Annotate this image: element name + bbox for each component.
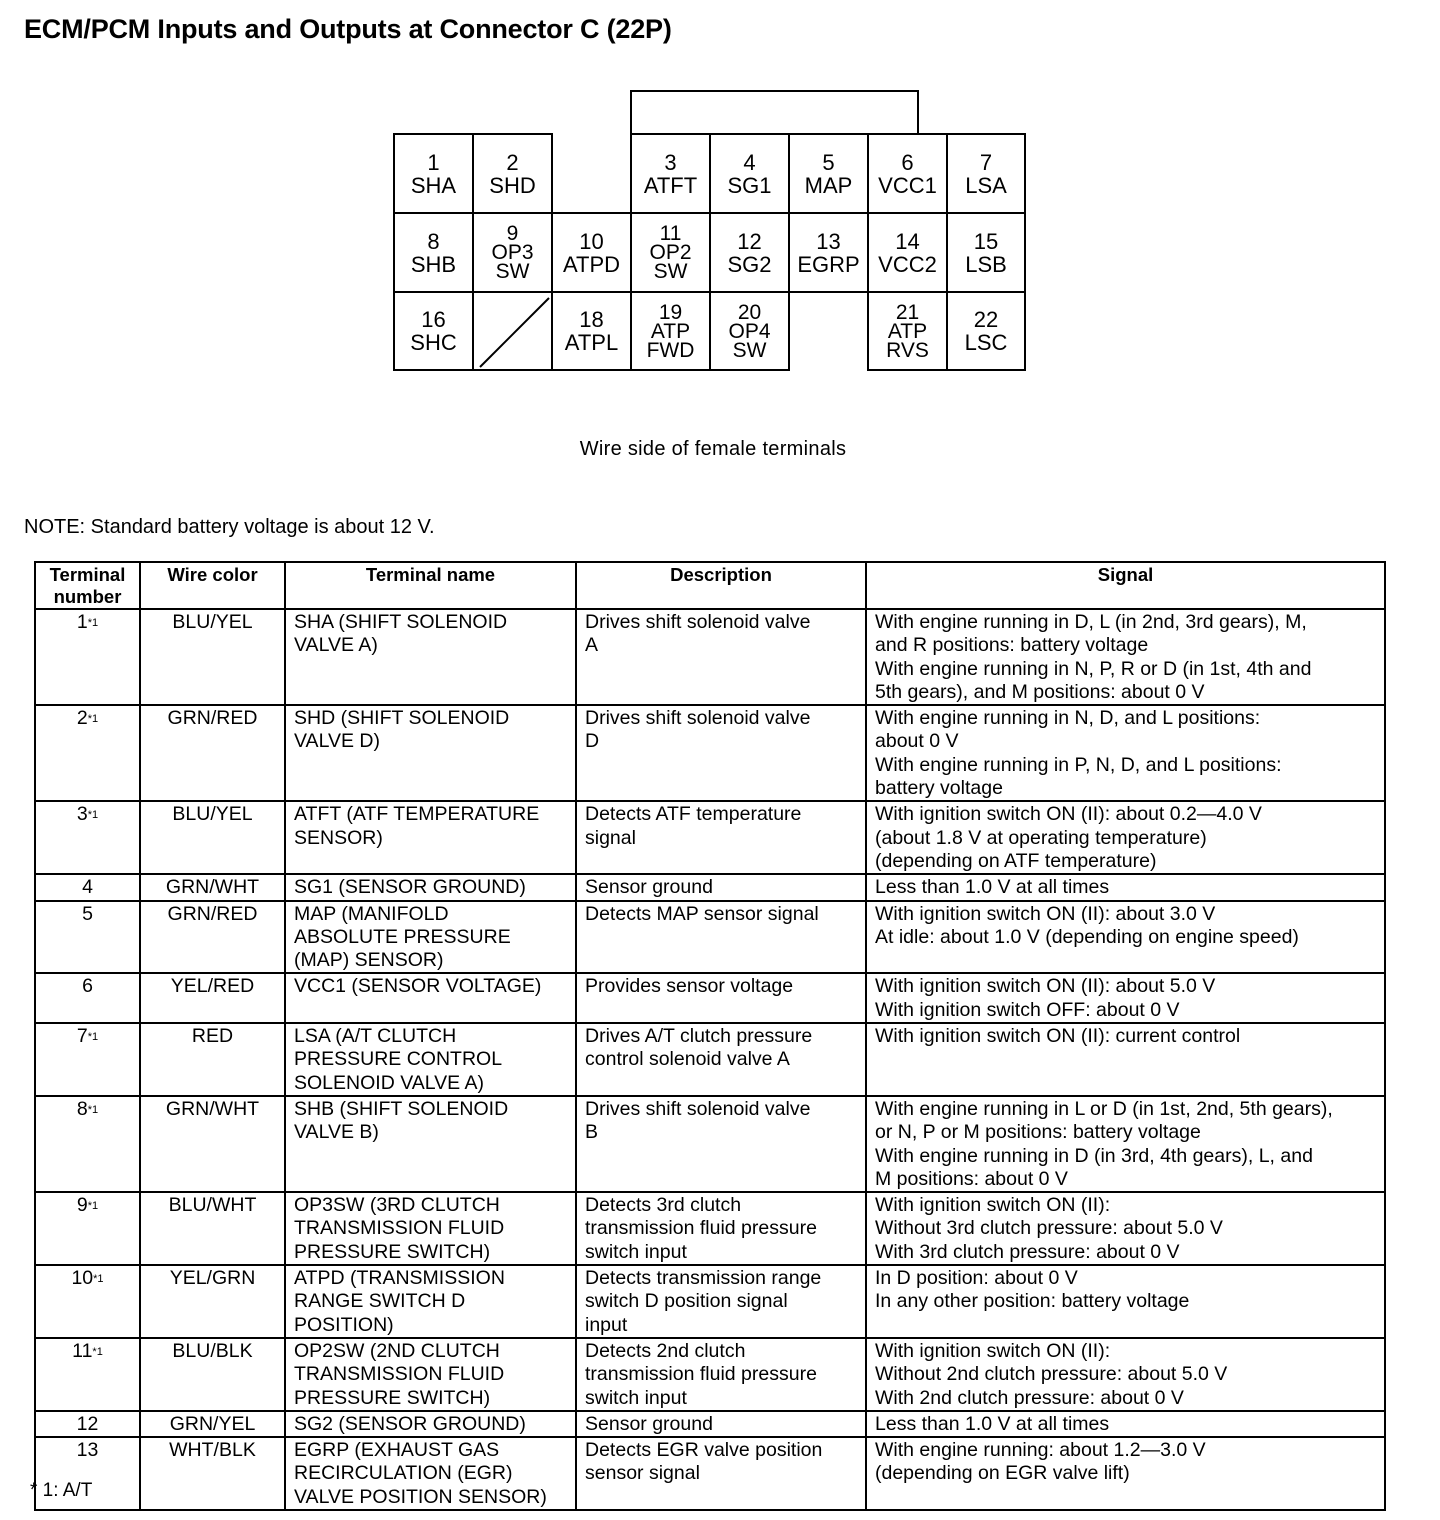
cell-signal bbox=[866, 801, 1385, 874]
cell-description bbox=[576, 609, 866, 705]
text-line: Less than 1.0 V at all times bbox=[875, 1412, 1110, 1435]
cell-terminal-number: 6 bbox=[35, 973, 140, 1023]
text-line: VALVE POSITION SENSOR) bbox=[294, 1485, 547, 1508]
cell-description bbox=[576, 1096, 866, 1192]
cell-description bbox=[576, 1338, 866, 1411]
terminal-abbrev: VCC1 bbox=[878, 172, 937, 198]
text-line: With ignition switch ON (II): bbox=[875, 1194, 1111, 1217]
text-line: 5th gears), and M positions: about 0 V bbox=[875, 680, 1205, 703]
text-line: switch D position signal bbox=[585, 1290, 788, 1313]
text-line: ABSOLUTE PRESSURE bbox=[294, 925, 511, 948]
table-row bbox=[35, 1437, 1385, 1510]
cell-description bbox=[576, 901, 866, 974]
text-line: Drives A/T clutch pressure bbox=[585, 1025, 813, 1048]
table-row bbox=[35, 1411, 1385, 1437]
cell-wire-color: BLU/YEL bbox=[140, 609, 285, 705]
terminal-number: 14 bbox=[895, 228, 920, 254]
terminal-abbrev: ATP FWD bbox=[646, 319, 695, 362]
text-line: or N, P or M positions: battery voltage bbox=[875, 1121, 1201, 1144]
cell-terminal-number: 7$^{*1}$ bbox=[35, 1023, 140, 1096]
text-line: With ignition switch ON (II): about 5.0 V bbox=[875, 975, 1216, 998]
cell-description bbox=[576, 1411, 866, 1437]
page-title: ECM/PCM Inputs and Outputs at Connector C (22P) bbox=[24, 14, 672, 44]
diagram-caption: Wire side of female terminals bbox=[579, 438, 847, 460]
terminal-abbrev: SHC bbox=[410, 330, 457, 355]
text-line: D bbox=[585, 730, 600, 753]
text-line: about 0 V bbox=[875, 730, 959, 753]
text-line: With ignition switch OFF: about 0 V bbox=[875, 998, 1180, 1021]
cell-description bbox=[576, 973, 866, 1023]
cell-terminal-name bbox=[285, 1437, 576, 1510]
terminal-abbrev: ATPD bbox=[562, 251, 621, 277]
text-line: SHD (SHIFT SOLENOID bbox=[294, 707, 510, 730]
cell-signal bbox=[866, 1411, 1385, 1437]
text-line: SHB (SHIFT SOLENOID bbox=[294, 1097, 509, 1120]
terminal-cell bbox=[393, 291, 474, 371]
cell-terminal-number: 2$^{*1}$ bbox=[35, 705, 140, 801]
terminal-abbrev: VCC2 bbox=[878, 251, 937, 277]
text-line: RECIRCULATION (EGR) bbox=[294, 1462, 513, 1485]
cell-signal bbox=[866, 1265, 1385, 1338]
text-line: PRESSURE CONTROL bbox=[294, 1048, 503, 1071]
terminal-number: 8 bbox=[427, 228, 440, 254]
cell-terminal-name bbox=[285, 801, 576, 874]
cell-description bbox=[576, 705, 866, 801]
cell-terminal-number: 8$^{*1}$ bbox=[35, 1096, 140, 1192]
text-line: In D position: about 0 V bbox=[875, 1267, 1078, 1290]
voltage-note: NOTE: Standard battery voltage is about 12 V. bbox=[24, 516, 435, 538]
cell-signal bbox=[866, 1437, 1385, 1510]
cell-terminal-number: 11$^{*1}$ bbox=[35, 1338, 140, 1411]
text-line: EGRP (EXHAUST GAS bbox=[294, 1439, 500, 1462]
cell-description bbox=[576, 1192, 866, 1265]
text-line: Detects MAP sensor signal bbox=[585, 902, 819, 925]
cell-terminal-number: 3$^{*1}$ bbox=[35, 801, 140, 874]
terminal-abbrev: SG2 bbox=[727, 251, 772, 277]
terminal-cell bbox=[946, 291, 1026, 371]
text-line: Detects EGR valve position bbox=[585, 1439, 823, 1462]
terminal-abbrev: SHD bbox=[489, 172, 536, 198]
terminal-cell bbox=[630, 291, 711, 371]
cell-terminal-name bbox=[285, 1338, 576, 1411]
text-line: Provides sensor voltage bbox=[585, 975, 794, 998]
header-terminal-name: Terminal name bbox=[285, 562, 576, 609]
cell-terminal-name bbox=[285, 705, 576, 801]
terminal-cell bbox=[788, 133, 869, 214]
terminal-cell bbox=[867, 291, 948, 371]
text-line: With engine running in N, D, and L positions: bbox=[875, 707, 1261, 730]
cell-terminal-name bbox=[285, 973, 576, 1023]
text-line: POSITION) bbox=[294, 1313, 394, 1336]
header-wire-color: Wire color bbox=[140, 562, 285, 609]
connector-diagram bbox=[0, 0, 1440, 420]
text-line: With ignition switch ON (II): about 0.2—4.0 V bbox=[875, 803, 1262, 826]
footnote-marker: *1 bbox=[92, 1345, 103, 1358]
terminal-number: 6 bbox=[901, 149, 914, 175]
text-line: With 3rd clutch pressure: about 0 V bbox=[875, 1240, 1180, 1263]
cell-terminal-name bbox=[285, 1096, 576, 1192]
text-line: Drives shift solenoid valve bbox=[585, 1097, 811, 1120]
footnote-marker: *1 bbox=[87, 1031, 99, 1044]
text-line: Sensor ground bbox=[585, 1412, 713, 1435]
text-line: signal bbox=[585, 826, 636, 849]
terminal-cell bbox=[946, 212, 1026, 293]
terminal-number: 10 bbox=[579, 228, 604, 254]
terminal-number: 12 bbox=[737, 228, 762, 254]
text-line: Drives shift solenoid valve bbox=[585, 611, 811, 633]
footnote-marker: *1 bbox=[87, 1200, 99, 1213]
terminal-number: 1 bbox=[427, 149, 440, 175]
cell-wire-color: BLU/YEL bbox=[140, 801, 285, 874]
terminal-number: 15 bbox=[973, 228, 999, 254]
text-line: With engine running in N, P, R or D (in 1st, 4th and bbox=[875, 657, 1312, 680]
text-line: RANGE SWITCH D bbox=[294, 1290, 466, 1313]
text-line: SENSOR) bbox=[294, 826, 383, 849]
terminal-cell bbox=[551, 212, 632, 293]
text-line: With engine running in D, L (in 2nd, 3rd gears), M, bbox=[875, 611, 1307, 633]
table-row bbox=[35, 1338, 1385, 1411]
text-line: PRESSURE SWITCH) bbox=[294, 1240, 491, 1263]
text-line: With engine running: about 1.2—3.0 V bbox=[875, 1439, 1206, 1462]
text-line: SHA (SHIFT SOLENOID bbox=[294, 611, 508, 633]
cell-terminal-number: 4 bbox=[35, 874, 140, 900]
cell-signal bbox=[866, 705, 1385, 801]
text-line: and R positions: battery voltage bbox=[875, 634, 1149, 657]
text-line: (about 1.8 V at operating temperature) bbox=[875, 826, 1207, 849]
terminal-number: 19 bbox=[658, 300, 683, 324]
terminal-cell bbox=[551, 291, 632, 371]
terminal-number: 7 bbox=[979, 149, 993, 175]
text-line: VALVE A) bbox=[294, 634, 378, 657]
table-row bbox=[35, 901, 1385, 974]
table-body bbox=[35, 609, 1385, 1510]
text-line: With ignition switch ON (II): about 3.0 V bbox=[875, 902, 1216, 925]
text-line: PRESSURE SWITCH) bbox=[294, 1386, 491, 1409]
terminal-abbrev: ATP RVS bbox=[886, 319, 929, 362]
terminal-number: 4 bbox=[743, 149, 756, 175]
cell-signal bbox=[866, 1338, 1385, 1411]
terminal-cell bbox=[867, 133, 948, 214]
text-line: (depending on EGR valve lift) bbox=[875, 1462, 1130, 1485]
text-line: battery voltage bbox=[875, 777, 1003, 800]
terminal-table bbox=[34, 561, 1386, 1511]
cell-wire-color: RED bbox=[140, 1023, 285, 1096]
footnote-marker: *1 bbox=[87, 1103, 99, 1116]
text-line: Detects 3rd clutch bbox=[585, 1194, 742, 1217]
cell-terminal-number: 1$^{*1}$ bbox=[35, 609, 140, 705]
text-line: (depending on ATF temperature) bbox=[875, 849, 1157, 872]
text-line: Detects transmission range bbox=[585, 1267, 822, 1290]
cell-signal bbox=[866, 901, 1385, 974]
text-line: ATFT (ATF TEMPERATURE bbox=[294, 803, 540, 826]
text-line: (MAP) SENSOR) bbox=[294, 949, 444, 972]
text-line: Detects ATF temperature bbox=[585, 803, 802, 826]
cell-description bbox=[576, 874, 866, 900]
text-line: Drives shift solenoid valve bbox=[585, 707, 811, 730]
cell-wire-color: GRN/YEL bbox=[140, 1411, 285, 1437]
text-line: Without 3rd clutch pressure: about 5.0 V bbox=[875, 1217, 1223, 1240]
terminal-cell bbox=[709, 291, 790, 371]
terminal-cell bbox=[472, 212, 553, 293]
text-line: OP3SW (3RD CLUTCH bbox=[294, 1194, 500, 1217]
footnote-marker: *1 bbox=[87, 713, 99, 726]
text-line: With ignition switch ON (II): bbox=[875, 1339, 1111, 1362]
text-line: In any other position: battery voltage bbox=[875, 1290, 1190, 1313]
cell-signal bbox=[866, 1023, 1385, 1096]
header-terminal-number: Terminal number bbox=[35, 562, 140, 609]
table-row bbox=[35, 1096, 1385, 1192]
table-row bbox=[35, 1023, 1385, 1096]
cell-wire-color: GRN/WHT bbox=[140, 874, 285, 900]
terminal-cell bbox=[393, 212, 474, 293]
header-description: Description bbox=[576, 562, 866, 609]
unused-slash-icon bbox=[474, 293, 555, 373]
terminal-cell bbox=[630, 133, 711, 214]
terminal-abbrev: SHB bbox=[410, 251, 457, 277]
cell-terminal-name bbox=[285, 1192, 576, 1265]
cell-terminal-name bbox=[285, 1411, 576, 1437]
text-line: With 2nd clutch pressure: about 0 V bbox=[875, 1386, 1184, 1409]
text-line: ATPD (TRANSMISSION bbox=[294, 1267, 505, 1290]
cell-terminal-name bbox=[285, 609, 576, 705]
text-line: A bbox=[585, 634, 599, 657]
terminal-abbrev: SHA bbox=[410, 172, 457, 198]
text-line: MAP (MANIFOLD bbox=[294, 902, 449, 925]
terminal-abbrev: LSA bbox=[965, 172, 1007, 198]
cell-terminal-number: 10$^{*1}$ bbox=[35, 1265, 140, 1338]
terminal-number: 20 bbox=[737, 300, 762, 324]
cell-terminal-number: 5 bbox=[35, 901, 140, 974]
terminal-abbrev: ATPL bbox=[564, 330, 619, 355]
connector-key-tab bbox=[630, 90, 919, 135]
text-line: With engine running in D (in 3rd, 4th gears), L, and bbox=[875, 1144, 1313, 1167]
terminal-cell bbox=[393, 133, 474, 214]
text-line: With ignition switch ON (II): current control bbox=[875, 1025, 1241, 1048]
cell-signal bbox=[866, 609, 1385, 705]
terminal-number: 18 bbox=[579, 307, 604, 332]
text-line: input bbox=[585, 1313, 628, 1336]
terminal-cell bbox=[709, 133, 790, 214]
cell-terminal-number: 13 bbox=[35, 1437, 140, 1510]
cell-terminal-number: 12 bbox=[35, 1411, 140, 1437]
terminal-cell bbox=[709, 212, 790, 293]
footnote-marker: *1 bbox=[87, 809, 99, 822]
terminal-number: 22 bbox=[973, 307, 999, 332]
cell-signal bbox=[866, 1096, 1385, 1192]
text-line: transmission fluid pressure bbox=[585, 1217, 817, 1240]
text-line: control solenoid valve A bbox=[585, 1048, 790, 1071]
footnote: * 1: A/T bbox=[30, 1480, 93, 1501]
text-line: VALVE D) bbox=[294, 730, 380, 753]
terminal-abbrev: MAP bbox=[804, 172, 853, 198]
terminal-abbrev: OP3 SW bbox=[491, 241, 534, 283]
terminal-abbrev: EGRP bbox=[797, 251, 860, 277]
cell-wire-color: YEL/RED bbox=[140, 973, 285, 1023]
cell-terminal-name bbox=[285, 1265, 576, 1338]
terminal-abbrev: ATFT bbox=[643, 172, 698, 198]
terminal-cell bbox=[788, 212, 869, 293]
terminal-abbrev: OP4 SW bbox=[728, 319, 771, 362]
table-row bbox=[35, 705, 1385, 801]
footnote-marker: *1 bbox=[93, 1273, 104, 1286]
cell-description bbox=[576, 1023, 866, 1096]
cell-signal bbox=[866, 874, 1385, 900]
text-line: Detects 2nd clutch bbox=[585, 1339, 746, 1362]
text-line: LSA (A/T CLUTCH bbox=[294, 1025, 457, 1048]
text-line: SG1 (SENSOR GROUND) bbox=[294, 876, 526, 899]
terminal-abbrev: LSC bbox=[964, 330, 1008, 355]
terminal-number: 21 bbox=[895, 300, 920, 324]
cell-wire-color: GRN/RED bbox=[140, 901, 285, 974]
terminal-number: 5 bbox=[822, 149, 835, 175]
text-line: TRANSMISSION FLUID bbox=[294, 1363, 505, 1386]
text-line: At idle: about 1.0 V (depending on engine speed) bbox=[875, 925, 1299, 948]
cell-signal bbox=[866, 973, 1385, 1023]
text-line: M positions: about 0 V bbox=[875, 1167, 1068, 1190]
text-line: With engine running in P, N, D, and L positions: bbox=[875, 753, 1282, 776]
terminal-abbrev: SG1 bbox=[727, 172, 772, 198]
text-line: switch input bbox=[585, 1386, 687, 1409]
terminal-number: 16 bbox=[421, 307, 446, 332]
terminal-cell bbox=[946, 133, 1026, 214]
terminal-abbrev: LSB bbox=[965, 251, 1007, 277]
cell-wire-color: BLU/WHT bbox=[140, 1192, 285, 1265]
terminal-abbrev: OP2 SW bbox=[649, 241, 692, 283]
table-row bbox=[35, 801, 1385, 874]
terminal-number: 11 bbox=[659, 222, 682, 245]
terminal-cell bbox=[867, 212, 948, 293]
text-line: VCC1 (SENSOR VOLTAGE) bbox=[294, 975, 542, 998]
cell-wire-color: YEL/GRN bbox=[140, 1265, 285, 1338]
cell-terminal-name bbox=[285, 1023, 576, 1096]
terminal-17-unused bbox=[472, 291, 553, 371]
table-row bbox=[35, 874, 1385, 900]
table-row bbox=[35, 973, 1385, 1023]
cell-wire-color: GRN/WHT bbox=[140, 1096, 285, 1192]
text-line: SOLENOID VALVE A) bbox=[294, 1071, 485, 1094]
terminal-number: 2 bbox=[506, 149, 519, 175]
cell-terminal-name bbox=[285, 874, 576, 900]
header-signal: Signal bbox=[866, 562, 1385, 609]
table-header-row bbox=[35, 562, 1385, 609]
cell-description bbox=[576, 1265, 866, 1338]
text-line: With engine running in L or D (in 1st, 2nd, 5th gears), bbox=[875, 1097, 1333, 1120]
text-line: SG2 (SENSOR GROUND) bbox=[294, 1412, 526, 1435]
terminal-number: 3 bbox=[664, 149, 677, 175]
terminal-number: 13 bbox=[816, 228, 841, 254]
text-line: sensor signal bbox=[585, 1462, 700, 1485]
terminal-cell bbox=[472, 133, 553, 214]
text-line: Less than 1.0 V at all times bbox=[875, 876, 1110, 899]
terminal-cell bbox=[630, 212, 711, 293]
text-line: VALVE B) bbox=[294, 1121, 379, 1144]
cell-signal bbox=[866, 1192, 1385, 1265]
cell-wire-color: WHT/BLK bbox=[140, 1437, 285, 1510]
table-row bbox=[35, 1192, 1385, 1265]
cell-description bbox=[576, 1437, 866, 1510]
text-line: Sensor ground bbox=[585, 876, 713, 899]
terminal-number: 9 bbox=[506, 222, 519, 245]
text-line: Without 2nd clutch pressure: about 5.0 V bbox=[875, 1363, 1228, 1386]
cell-wire-color: GRN/RED bbox=[140, 705, 285, 801]
table-row bbox=[35, 609, 1385, 705]
text-line: switch input bbox=[585, 1240, 687, 1263]
footnote-marker: *1 bbox=[87, 617, 99, 629]
text-line: OP2SW (2ND CLUTCH bbox=[294, 1339, 500, 1362]
cell-description bbox=[576, 801, 866, 874]
text-line: B bbox=[585, 1121, 599, 1144]
cell-terminal-name bbox=[285, 901, 576, 974]
cell-terminal-number: 9$^{*1}$ bbox=[35, 1192, 140, 1265]
cell-wire-color: BLU/BLK bbox=[140, 1338, 285, 1411]
table-row bbox=[35, 1265, 1385, 1338]
text-line: transmission fluid pressure bbox=[585, 1363, 817, 1386]
text-line: TRANSMISSION FLUID bbox=[294, 1217, 505, 1240]
